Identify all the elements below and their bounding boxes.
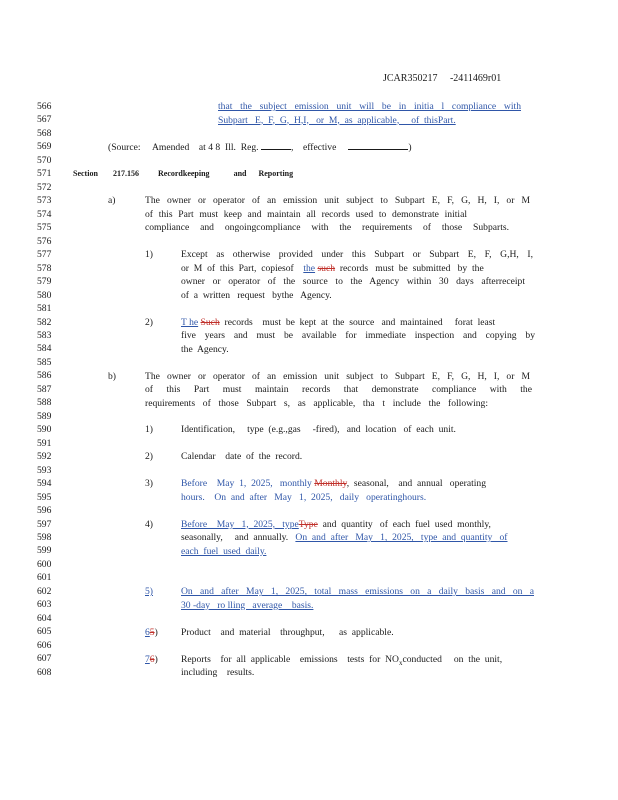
line-number: 594 bbox=[37, 478, 52, 490]
line-number: 578 bbox=[37, 262, 52, 274]
deleted-text: such bbox=[317, 262, 336, 274]
item-b5-label: 5) bbox=[145, 586, 153, 598]
line-number: 606 bbox=[37, 639, 52, 651]
line-number: 570 bbox=[37, 154, 52, 166]
subsection-b-label: b) bbox=[108, 370, 116, 382]
line-number: 608 bbox=[37, 666, 52, 678]
line-number: 602 bbox=[37, 585, 52, 597]
line-number: 590 bbox=[37, 424, 52, 436]
item-b2-label: 2) bbox=[145, 451, 153, 463]
item-b4-label: 4) bbox=[145, 518, 153, 530]
line-number: 595 bbox=[37, 491, 52, 503]
line-number: 599 bbox=[37, 545, 52, 557]
inserted-text: Before May 1, 2025, type bbox=[181, 518, 299, 530]
line-number: 604 bbox=[37, 612, 52, 624]
line-583: five years and must be available for immediate inspection and copying by bbox=[181, 330, 535, 342]
line-584: the Agency. bbox=[181, 343, 229, 355]
item-b7-label: 76) bbox=[145, 653, 158, 665]
line-number: 582 bbox=[37, 316, 52, 328]
line-number: 579 bbox=[37, 276, 52, 288]
line-599: each fuel used daily. bbox=[181, 545, 267, 557]
line-587: of this Part must maintain records that demonstrate compliance with the bbox=[145, 384, 532, 395]
inserted-text: the bbox=[303, 262, 316, 274]
line-566: that the subject emission unit will be in initia l compliance with bbox=[218, 101, 521, 112]
effective-date-blank bbox=[348, 140, 408, 150]
item-b1-label: 1) bbox=[145, 424, 153, 436]
line-number: 584 bbox=[37, 343, 52, 355]
section-title: Recordkeeping and Reporting bbox=[158, 169, 294, 179]
line-595: hours. On and after May 1, 2025, daily operatinghours. bbox=[181, 491, 427, 503]
line-number: 583 bbox=[37, 329, 52, 341]
doc-revision: -2411469r01 bbox=[449, 73, 502, 84]
line-567: Subpart E, F, G, H,I, or M, as applicable, of thisPart. bbox=[218, 114, 456, 126]
line-number-column bbox=[37, 100, 77, 679]
reg-page-blank bbox=[261, 140, 291, 150]
line-578: or M of this Part, copiesof the such records must be submitted by the bbox=[181, 262, 484, 274]
line-number: 572 bbox=[37, 181, 52, 193]
line-number: 600 bbox=[37, 558, 52, 570]
line-598: seasonally, and annually. On and after May 1, 2025, type and quantity of bbox=[181, 532, 508, 544]
deleted-text: Type bbox=[298, 518, 318, 530]
document-header bbox=[383, 73, 501, 84]
inserted-text: T he bbox=[181, 316, 199, 328]
item-b6-label: 65) bbox=[145, 626, 158, 638]
deleted-text: Such bbox=[200, 316, 220, 328]
line-number: 591 bbox=[37, 437, 52, 449]
line-607: including results. bbox=[181, 667, 255, 678]
line-number: 586 bbox=[37, 370, 52, 382]
line-594: Before May 1, 2025, monthly Monthly, seasonal, and annual operating bbox=[181, 478, 487, 490]
line-number: 598 bbox=[37, 532, 52, 543]
line-number: 597 bbox=[37, 518, 52, 530]
line-number: 601 bbox=[37, 572, 52, 584]
line-604: Product and material throughput, as applicable. bbox=[181, 626, 394, 638]
line-number: 596 bbox=[37, 505, 52, 517]
line-602: 30 -day ro lling average basis. bbox=[181, 599, 314, 611]
item-b3-label: 3) bbox=[145, 478, 153, 490]
line-590: Identification, type (e.g.,gas -fired), and location of each unit. bbox=[181, 424, 456, 436]
line-number: 585 bbox=[37, 356, 52, 368]
line-number: 592 bbox=[37, 451, 52, 463]
line-582: T he Such records must be kept at the source and maintained forat least bbox=[181, 316, 496, 328]
line-606: Reports for all applicable emissions tests for $NO_xconducted$ on the unit, bbox=[181, 653, 503, 667]
deleted-text: Monthly bbox=[314, 478, 347, 490]
line-number: 575 bbox=[37, 222, 52, 234]
line-number: 587 bbox=[37, 383, 52, 395]
line-number: 571 bbox=[37, 168, 52, 180]
source-note: (Source: Amended at 4 8 Ill. Reg. , effective ) bbox=[108, 142, 412, 154]
line-number: 576 bbox=[37, 235, 52, 247]
line-592: Calendar date of the record. bbox=[181, 451, 303, 463]
line-597: Before May 1, 2025, typeType and quantity of each fuel used monthly, bbox=[181, 518, 491, 530]
line-number: 589 bbox=[37, 410, 52, 422]
line-573: The owner or operator of an emission unit subject to Subpart E, F, G, H, I, or M bbox=[145, 195, 530, 207]
line-number: 588 bbox=[37, 397, 52, 409]
line-588: requirements of those Subpart s, as applicable, tha t include the following: bbox=[145, 397, 488, 409]
line-number: 574 bbox=[37, 208, 52, 220]
line-number: 566 bbox=[37, 101, 52, 112]
inserted-text: On and after May 1, 2025, type and quantity of bbox=[295, 532, 508, 544]
line-579: owner or operator of the source to the Agency within 30 days afterreceipt bbox=[181, 276, 525, 288]
line-601: On and after May 1, 2025, total mass emissions on a daily basis and on a bbox=[181, 586, 534, 598]
line-number: 593 bbox=[37, 464, 52, 476]
line-number: 581 bbox=[37, 303, 52, 315]
line-580: of a written request bythe Agency. bbox=[181, 289, 332, 301]
item-a1-label: 1) bbox=[145, 249, 153, 261]
line-number: 568 bbox=[37, 127, 52, 139]
line-574: of this Part must keep and maintain all records used to demonstrate initial bbox=[145, 208, 467, 220]
line-number: 603 bbox=[37, 599, 52, 611]
line-number: 569 bbox=[37, 141, 52, 153]
line-number: 607 bbox=[37, 653, 52, 665]
doc-id: JCAR350217 bbox=[383, 73, 438, 84]
item-a2-label: 2) bbox=[145, 316, 153, 328]
line-number: 577 bbox=[37, 249, 52, 261]
line-575: compliance and ongoingcompliance with the requirements of those Subparts. bbox=[145, 222, 509, 234]
section-label: Section bbox=[73, 169, 98, 179]
subsection-a-label: a) bbox=[108, 195, 116, 207]
line-number: 567 bbox=[37, 114, 52, 126]
line-577: Except as otherwise provided under this Subpart or Subpart E, F, G,H, I, bbox=[181, 249, 533, 261]
line-number: 573 bbox=[37, 195, 52, 207]
line-586: The owner or operator of an emission unit subject to Subpart E, F, G, H, I, or M bbox=[145, 370, 530, 382]
line-number: 580 bbox=[37, 289, 52, 301]
section-number: 217.156 bbox=[113, 169, 139, 179]
line-number: 605 bbox=[37, 626, 52, 638]
